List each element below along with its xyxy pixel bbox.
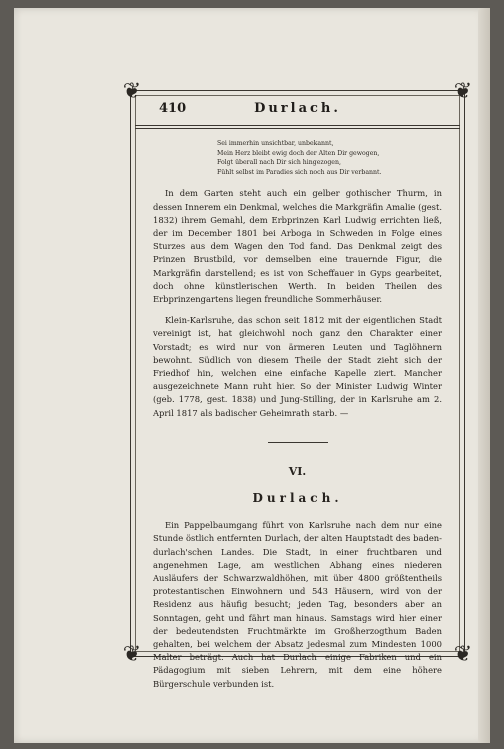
section-number: VI. [288, 464, 307, 478]
running-head: Durlach. [254, 101, 341, 116]
verse-line: Fühlt selbst im Paradies sich noch aus Dir verbannt. [217, 168, 382, 176]
ornament-flourish-icon: ❦ [453, 79, 473, 104]
header-rule [135, 128, 460, 129]
verse-block [217, 139, 442, 177]
header-rule [135, 125, 460, 126]
text-frame [122, 79, 473, 689]
section-title: Durlach. [252, 491, 343, 506]
verse-line: Sei immerhin unsichtbar, unbekannt, [217, 140, 334, 147]
paragraph: Ein Pappelbaumgang führt von Karlsruhe nach dem nur eine Stunde östlich entfernten Durlach, der alten Hauptstadt des baden-durlach'schen Landes. Die Stadt, in einer fruchtbaren und angenehmen Lage, am westlichen Abhang eines niederen Ausläufers der Schwarzwaldhöhen, mit über 4800 größtentheils protestantischen Einwohnern und 543 Häusern, wird von der Residenz aus häufig besucht; jeden Tag, besonders aber an Sonntagen, geht und fährt man hinaus. Samstags wird hier einer der bedeutendsten Fruchtmärkte im Großherzogthum Baden gehalten, bei welchem der Absatz jedesmal zum Mindesten 1000 Malter beträgt. Auch hat Durlach einige Fabriken und ein Pädagogium mit sieben Lehrern, mit dem eine höhere Bürgerschule verbunden ist. [153, 520, 442, 689]
verse-line: Mein Herz bleibt ewig doch der Alten Dir gewogen, [217, 149, 380, 157]
paragraph: Klein-Karlsruhe, das schon seit 1812 mit der eigentlichen Stadt vereinigt ist, hat gleichwohl noch ganz den Charakter einer Vorstadt; es wird nur von ärmeren Leuten und Taglöhnern bewohnt. Südlich von diesem Theile der Stadt zieht sich der Friedhof hin, welchen eine einfache Kapelle ziert. Mancher ausgezeichnete Mann ruht hier. So der Minister Ludwig Winter (geb. 1778, gest. 1838) und Jung-Stilling, der in Karlsruhe am 2. April 1817 als badischer Geheimrath starb. — [153, 315, 442, 418]
page-number: 410 [159, 101, 187, 116]
verse-line: Folgt überall nach Dir sich hingezogen, [217, 159, 341, 167]
page-content [153, 139, 442, 699]
book-page [14, 8, 490, 743]
ornament-flourish-icon: ❦ [122, 79, 142, 104]
ornament-flourish-icon: ❦ [122, 642, 142, 667]
section-separator [268, 442, 328, 443]
paragraph: In dem Garten steht auch ein gelber gothischer Thurm, in dessen Innerem ein Denkmal, welches die Markgräfin Amalie (gest. 1832) ihrem Gemahl, dem Erbprinzen Karl Ludwig errichten ließ, der im December 1801 bei Arboga in Schweden in Folge eines Sturzes aus dem Wagen den Tod fand. Das Denkmal zeigt des Prinzen Brustbild, vor demselben eine trauernde Figur, die Markgräfin darstellend; es ist von Scheffauer in Gyps gearbeitet, doch ohne künstlerischen Werth. In beiden Theilen des Erbprinzengartens liegen freundliche Sommerhäuser. [153, 188, 442, 304]
page-edge [478, 8, 490, 743]
ornament-flourish-icon: ❦ [453, 642, 473, 667]
